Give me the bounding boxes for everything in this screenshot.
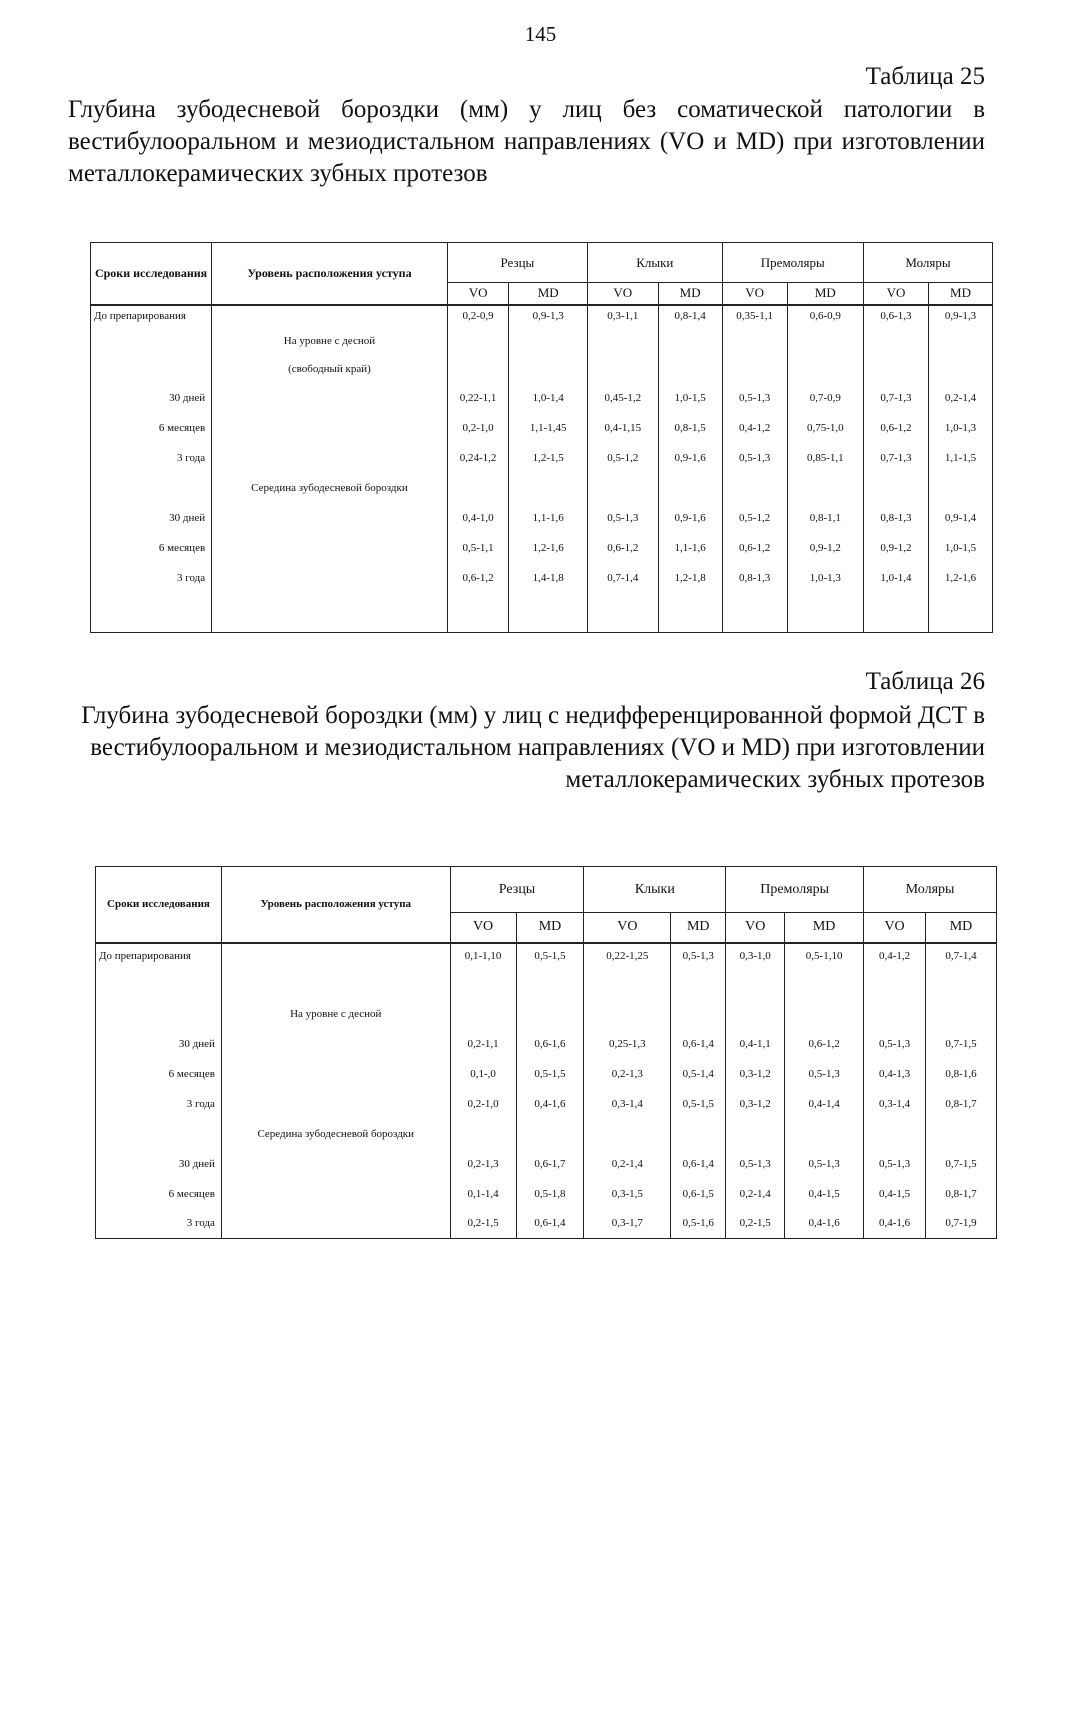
table-cell: 0,6-0,9 <box>787 305 863 327</box>
table-cell: 0,4-1,5 <box>864 1179 926 1209</box>
header-group-molars: Моляры <box>863 243 992 283</box>
header-term: Сроки исследования <box>91 243 212 305</box>
table-cell: 0,9-1,2 <box>787 533 863 563</box>
header-sub: MD <box>929 283 993 305</box>
table-cell: 0,85-1,1 <box>787 443 863 473</box>
row-term: 6 месяцев <box>96 1059 222 1089</box>
table-cell: 1,0-1,5 <box>929 533 993 563</box>
table-cell: 0,4-1,1 <box>726 1029 785 1059</box>
table26-caption: Глубина зубодесневой бороздки (мм) у лиц с недифференцированной формой ДСТ в вестибулооральном и мезиодистальном направлениях (VO и MD) при изготовлении металлокерамических зубных протезов <box>81 702 985 793</box>
table-cell: 0,4-1,3 <box>864 1059 926 1089</box>
header-group-canines: Клыки <box>584 867 726 913</box>
table-row <box>91 413 993 443</box>
level-label: На уровне с десной <box>212 327 448 355</box>
header-sub: VO <box>864 913 926 943</box>
header-term: Сроки исследования <box>96 867 222 943</box>
table-row <box>96 1179 997 1209</box>
table-row <box>91 327 993 355</box>
table-cell: 0,7-1,3 <box>863 383 928 413</box>
table-row <box>91 305 993 327</box>
table-cell: 0,7-1,5 <box>926 1029 997 1059</box>
table-row <box>96 1059 997 1089</box>
table-cell: 1,2-1,6 <box>509 533 588 563</box>
table-cell: 0,5-1,3 <box>671 943 726 969</box>
table-cell: 0,3-1,5 <box>584 1179 671 1209</box>
table-cell: 0,5-1,3 <box>785 1059 864 1089</box>
table-cell: 0,9-1,6 <box>658 503 722 533</box>
table-cell: 0,4-1,2 <box>722 413 787 443</box>
header-sub: MD <box>671 913 726 943</box>
level-label: На уровне с десной <box>221 999 450 1029</box>
table-cell: 0,7-1,3 <box>863 443 928 473</box>
table-cell: 0,5-1,4 <box>671 1059 726 1089</box>
table-cell: 0,6-1,2 <box>722 533 787 563</box>
table-cell: 0,9-1,3 <box>509 305 588 327</box>
table-cell: 0,3-1,7 <box>584 1209 671 1239</box>
header-sub: MD <box>785 913 864 943</box>
table25-caption: Глубина зубодесневой бороздки (мм) у лиц без соматической патологии в вестибулооральном и мезиодистальном направлениях (VO и MD) при изготовлении металлокерамических зубных протезов <box>68 96 985 187</box>
table-cell: 0,4-1,2 <box>864 943 926 969</box>
table-row <box>91 355 993 383</box>
header-group-molars: Моляры <box>864 867 997 913</box>
header-group-premolars: Премоляры <box>722 243 863 283</box>
table-cell: 0,22-1,1 <box>447 383 509 413</box>
header-sub: MD <box>658 283 722 305</box>
table-cell: 0,5-1,3 <box>587 503 658 533</box>
header-sub: MD <box>787 283 863 305</box>
header-sub: MD <box>926 913 997 943</box>
table-cell: 0,6-1,2 <box>587 533 658 563</box>
table-cell: 1,1-1,6 <box>658 533 722 563</box>
table-row <box>96 999 997 1029</box>
table-cell: 1,1-1,5 <box>929 443 993 473</box>
table-cell: 0,5-1,3 <box>864 1149 926 1179</box>
table26 <box>95 866 997 1239</box>
table-cell: 0,2-1,3 <box>450 1149 516 1179</box>
table-cell: 0,6-1,5 <box>671 1179 726 1209</box>
table-cell: 0,6-1,7 <box>516 1149 584 1179</box>
table26-label: Таблица 26 <box>865 668 985 695</box>
table-cell: 0,5-1,2 <box>587 443 658 473</box>
table-row <box>91 503 993 533</box>
table25 <box>90 242 993 633</box>
level-label: Середина зубодесневой бороздки <box>212 473 448 503</box>
table-cell: 0,9-1,4 <box>929 503 993 533</box>
table-cell: 0,5-1,8 <box>516 1179 584 1209</box>
table-row <box>91 533 993 563</box>
table-cell: 0,2-0,9 <box>447 305 509 327</box>
table-cell: 0,7-1,4 <box>587 563 658 593</box>
table-cell: 0,5-1,5 <box>516 1059 584 1089</box>
table-cell: 0,5-1,2 <box>722 503 787 533</box>
level-label: Середина зубодесневой бороздки <box>221 1119 450 1149</box>
table-cell: 0,7-1,4 <box>926 943 997 969</box>
table-cell: 0,3-1,4 <box>584 1089 671 1119</box>
table-cell: 0,6-1,2 <box>447 563 509 593</box>
table-cell: 0,9-1,3 <box>929 305 993 327</box>
header-level: Уровень расположения уступа <box>212 243 448 305</box>
table-cell: 0,4-1,6 <box>785 1209 864 1239</box>
header-sub: VO <box>584 913 671 943</box>
table-cell: 0,4-1,15 <box>587 413 658 443</box>
page-number: 145 <box>524 22 557 46</box>
row-term: 30 дней <box>91 503 212 533</box>
table-row <box>96 943 997 969</box>
table-cell: 0,45-1,2 <box>587 383 658 413</box>
table-cell: 0,9-1,6 <box>658 443 722 473</box>
header-sub: VO <box>722 283 787 305</box>
table-row <box>91 443 993 473</box>
table-cell: 1,2-1,8 <box>658 563 722 593</box>
table-cell: 0,1-1,4 <box>450 1179 516 1209</box>
table-cell: 0,8-1,7 <box>926 1089 997 1119</box>
header-sub: MD <box>509 283 588 305</box>
table-cell: 0,8-1,5 <box>658 413 722 443</box>
table-cell: 0,2-1,4 <box>726 1179 785 1209</box>
row-term: До препарирования <box>91 305 212 327</box>
table-row <box>91 593 993 633</box>
table-cell: 0,25-1,3 <box>584 1029 671 1059</box>
table-row <box>91 383 993 413</box>
table-row <box>91 563 993 593</box>
table-cell: 0,4-1,5 <box>785 1179 864 1209</box>
table-cell: 0,4-1,6 <box>516 1089 584 1119</box>
table-cell: 0,75-1,0 <box>787 413 863 443</box>
table-row <box>96 1149 997 1179</box>
table-cell: 0,3-1,2 <box>726 1059 785 1089</box>
table-cell: 0,3-1,2 <box>726 1089 785 1119</box>
table-cell: 0,22-1,25 <box>584 943 671 969</box>
header-sub: VO <box>587 283 658 305</box>
header-group-canines: Клыки <box>587 243 722 283</box>
header-sub: MD <box>516 913 584 943</box>
table-cell: 0,2-1,4 <box>929 383 993 413</box>
table-cell: 0,5-1,3 <box>864 1029 926 1059</box>
table-cell: 0,7-0,9 <box>787 383 863 413</box>
table-cell: 0,7-1,9 <box>926 1209 997 1239</box>
table-cell: 0,5-1,3 <box>722 443 787 473</box>
table-cell: 0,2-1,3 <box>584 1059 671 1089</box>
table-cell: 0,6-1,6 <box>516 1029 584 1059</box>
table-cell: 0,1-1,10 <box>450 943 516 969</box>
table-cell: 0,5-1,3 <box>722 383 787 413</box>
table-cell: 0,8-1,6 <box>926 1059 997 1089</box>
row-term: 6 месяцев <box>91 413 212 443</box>
header-group-incisors: Резцы <box>450 867 584 913</box>
level-label: (свободный край) <box>212 355 448 383</box>
row-term: 3 года <box>96 1209 222 1239</box>
table-cell: 1,0-1,3 <box>929 413 993 443</box>
table-cell: 0,4-1,4 <box>785 1089 864 1119</box>
table-cell: 0,1-,0 <box>450 1059 516 1089</box>
header-level: Уровень расположения уступа <box>221 867 450 943</box>
table-row <box>96 1119 997 1149</box>
table-cell: 0,5-1,1 <box>447 533 509 563</box>
row-term: 6 месяцев <box>96 1179 222 1209</box>
table-cell: 0,6-1,4 <box>516 1209 584 1239</box>
table-cell: 0,8-1,3 <box>722 563 787 593</box>
table-cell: 0,6-1,4 <box>671 1149 726 1179</box>
table-cell: 1,2-1,5 <box>509 443 588 473</box>
table-cell: 0,24-1,2 <box>447 443 509 473</box>
table-cell: 0,2-1,0 <box>450 1089 516 1119</box>
table-cell: 0,35-1,1 <box>722 305 787 327</box>
table-cell: 0,5-1,3 <box>785 1149 864 1179</box>
row-term: 30 дней <box>91 383 212 413</box>
row-term: 3 года <box>96 1089 222 1119</box>
table-cell: 0,8-1,3 <box>863 503 928 533</box>
table-cell: 0,5-1,5 <box>516 943 584 969</box>
table-cell: 1,0-1,4 <box>863 563 928 593</box>
row-term: 30 дней <box>96 1029 222 1059</box>
header-group-incisors: Резцы <box>447 243 587 283</box>
table-cell: 0,8-1,7 <box>926 1179 997 1209</box>
table-cell: 1,0-1,3 <box>787 563 863 593</box>
table-cell: 0,5-1,3 <box>726 1149 785 1179</box>
table-cell: 0,8-1,1 <box>787 503 863 533</box>
table-cell: 0,4-1,0 <box>447 503 509 533</box>
table-cell: 0,6-1,3 <box>863 305 928 327</box>
table-cell: 0,2-1,4 <box>584 1149 671 1179</box>
table-cell: 0,5-1,10 <box>785 943 864 969</box>
table-cell: 0,8-1,4 <box>658 305 722 327</box>
header-sub: VO <box>726 913 785 943</box>
table-cell: 0,4-1,6 <box>864 1209 926 1239</box>
table-cell: 0,5-1,6 <box>671 1209 726 1239</box>
row-term: 6 месяцев <box>91 533 212 563</box>
header-group-premolars: Премоляры <box>726 867 864 913</box>
table-cell: 0,2-1,1 <box>450 1029 516 1059</box>
table-cell: 1,1-1,45 <box>509 413 588 443</box>
table-cell: 0,2-1,5 <box>450 1209 516 1239</box>
table-cell: 0,6-1,2 <box>863 413 928 443</box>
header-sub: VO <box>450 913 516 943</box>
table-row <box>91 473 993 503</box>
table-cell: 0,3-1,4 <box>864 1089 926 1119</box>
table-cell: 0,2-1,5 <box>726 1209 785 1239</box>
table-row <box>96 1089 997 1119</box>
table-cell: 1,2-1,6 <box>929 563 993 593</box>
table-row <box>96 1029 997 1059</box>
table-cell: 0,9-1,2 <box>863 533 928 563</box>
table-cell: 1,0-1,5 <box>658 383 722 413</box>
row-term: 30 дней <box>96 1149 222 1179</box>
table-cell: 0,2-1,0 <box>447 413 509 443</box>
header-sub: VO <box>447 283 509 305</box>
table-cell: 0,6-1,2 <box>785 1029 864 1059</box>
table-cell: 1,4-1,8 <box>509 563 588 593</box>
table-cell: 0,5-1,5 <box>671 1089 726 1119</box>
table-cell: 0,6-1,4 <box>671 1029 726 1059</box>
row-term: 3 года <box>91 443 212 473</box>
table-cell: 0,3-1,0 <box>726 943 785 969</box>
table-row <box>96 1209 997 1239</box>
table-cell: 0,3-1,1 <box>587 305 658 327</box>
table25-label: Таблица 25 <box>865 63 985 90</box>
table-cell: 1,0-1,4 <box>509 383 588 413</box>
header-sub: VO <box>863 283 928 305</box>
table-cell: 0,7-1,5 <box>926 1149 997 1179</box>
row-term: До препарирования <box>96 943 222 969</box>
table-cell: 1,1-1,6 <box>509 503 588 533</box>
row-term: 3 года <box>91 563 212 593</box>
